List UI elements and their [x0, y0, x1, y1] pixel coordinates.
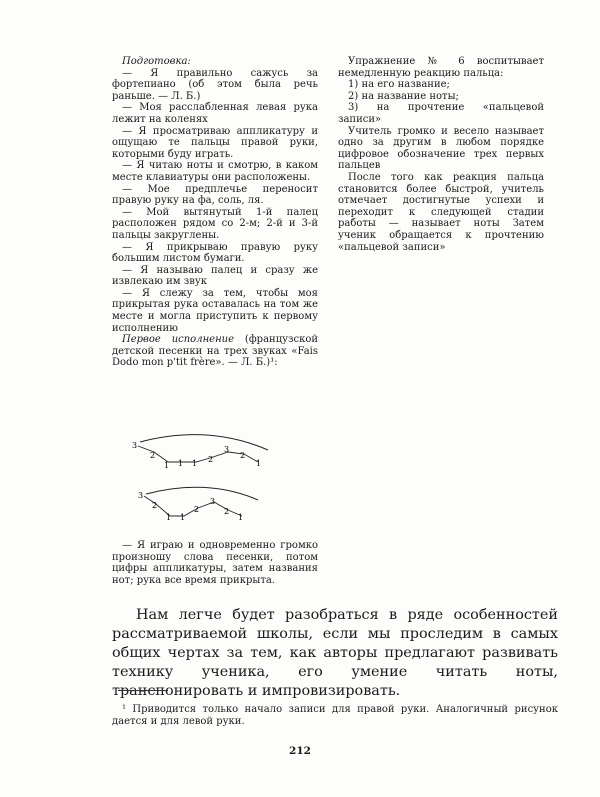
fingering-examples	[118, 428, 318, 548]
preparation-step: — Я просматриваю аппликатуру и ощущаю те пальцы правой руки, которыми буду играть.	[112, 125, 318, 160]
finger-number: 1	[164, 461, 170, 470]
finger-number: 2	[152, 501, 158, 510]
finger-number: 3	[224, 445, 230, 454]
preparation-step: — Я прикрываю правую руку большим листом бумаги.	[112, 241, 318, 265]
page-number: 212	[289, 745, 311, 757]
progress-paragraph: После того как реакция пальца становится более быстрой, учитель отмечает достигнутые успехи и переходит к следующей стадии работы — называет ноты Затем ученик обращается к прочтению «пальцевой записи»	[338, 171, 544, 253]
phrase-arc-2	[146, 487, 258, 500]
finger-number: 2	[194, 505, 200, 514]
finger-number: 2	[240, 451, 246, 460]
right-column	[338, 56, 544, 253]
exercise-item: 1) на его название;	[348, 79, 450, 91]
finger-number: 3	[210, 497, 216, 506]
preparation-step: — Я читаю ноты и смотрю, в каком месте клавиатуры они расположены.	[112, 160, 318, 183]
preparation-step: — Я слежу за тем, чтобы моя прикрытая рука оставалась на том же месте и могла приступить к первому исполнению	[112, 287, 318, 334]
finger-number: 1	[238, 513, 244, 522]
exercise-item: 3) на прочтение «пальцевой записи»	[338, 102, 544, 125]
left-column	[112, 56, 318, 369]
finger-number: 1	[192, 459, 198, 468]
finger-number: 2	[208, 455, 214, 464]
first-performance-paragraph	[112, 334, 318, 369]
preparation-step: — Моя расслабленная левая рука лежит на коленях	[112, 102, 318, 125]
finger-number: 3	[138, 491, 144, 500]
finger-number: 1	[256, 459, 262, 468]
teacher-paragraph: Учитель громко и весело называет одно за другим в любом порядке цифровое обозначение трех первых пальцев	[338, 125, 544, 172]
preparation-heading: Подготовка:	[122, 56, 191, 67]
first-performance-text: (французской детской песенки на трех звуках «Fais Dodo mon p'tit frère». — Л. Б.)¹:	[112, 334, 318, 369]
first-performance-label: Первое исполнение	[122, 334, 235, 346]
main-paragraph-block	[112, 606, 558, 701]
preparation-step: — Мое предплечье переносит правую руку на фа, соль, ля.	[112, 183, 318, 207]
main-paragraph: Нам легче будет разобраться в ряде особенностей рассматриваемой школы, если мы проследим в самых общих чертах за тем, как авторы предлагают развивать технику ученика, его умение читать ноты, транспонировать и импровизировать.	[112, 607, 558, 699]
preparation-step: — Я называю палец и сразу же извлекаю им звук	[112, 264, 318, 288]
after-example-paragraph: — Я играю и одновременно громко произношу слова песенки, потом цифры аппликатуры, затем названия нот; рука все время прикрыта.	[112, 540, 318, 586]
footnote	[112, 704, 558, 728]
finger-number: 1	[180, 513, 186, 522]
finger-number: 2	[150, 451, 156, 460]
finger-number: 1	[178, 459, 184, 468]
footnote-rule	[118, 690, 168, 691]
finger-number: 1	[166, 513, 172, 522]
preparation-step: — Мой вытянутый 1-й палец расположен рядом со 2-м; 2-й и 3-й пальцы закруглены.	[112, 206, 318, 241]
footnote-text: ¹ Приводится только начало записи для правой руки. Аналогичный рисунок дается и для левой руки.	[112, 704, 558, 727]
exercise-item: 2) на название ноты;	[348, 90, 459, 102]
exercise-intro: Упражнение № 6 воспитывает немедленную реакцию пальца:	[338, 56, 544, 79]
after-example-text	[112, 540, 318, 586]
finger-number: 3	[132, 441, 138, 450]
finger-number: 2	[224, 507, 230, 516]
preparation-step: — Я правильно сажусь за фортепиано (об этом была речь раньше. — Л. Б.)	[112, 67, 318, 102]
phrase-arc-1	[140, 435, 268, 450]
fingering-diagram	[118, 428, 318, 548]
